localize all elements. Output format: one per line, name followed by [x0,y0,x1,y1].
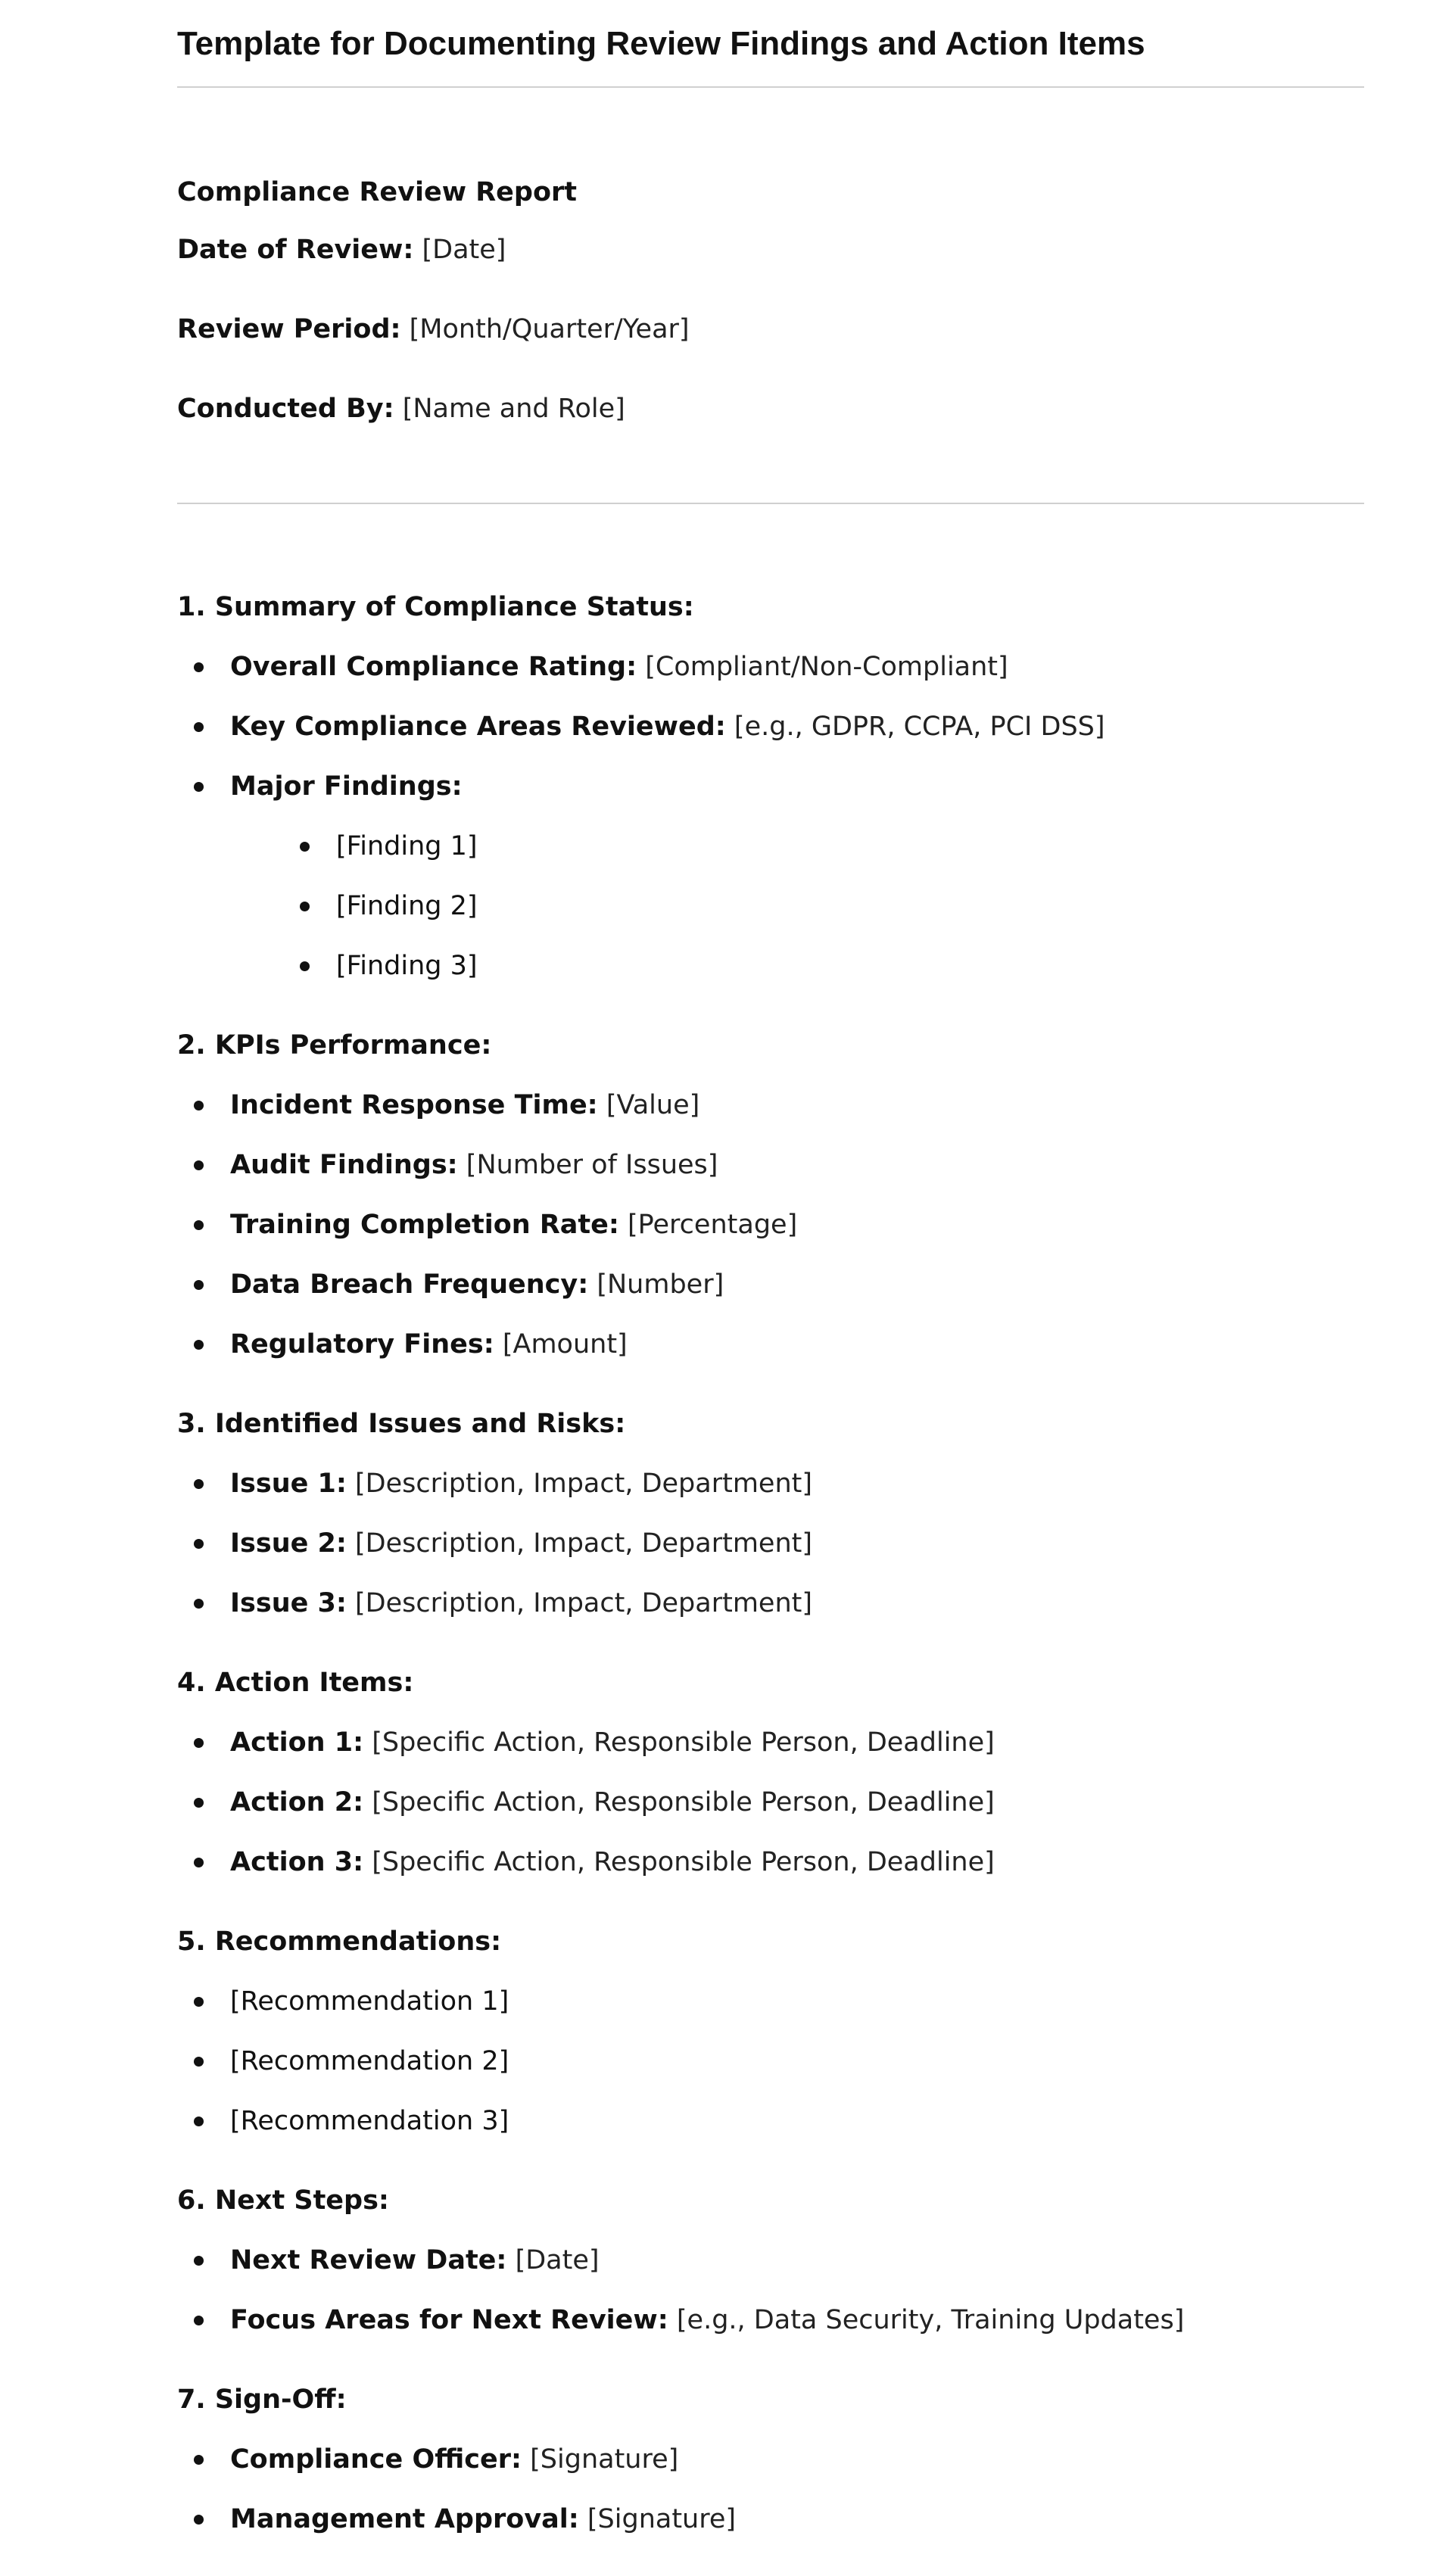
section-title: 5. Recommendations: [177,1927,502,1957]
item-label: Management Approval: [230,2504,579,2534]
document [177,0,1364,2537]
item-value: [Number] [597,1269,724,1300]
field-value: [Date] [422,235,506,265]
list-item: [Recommendation 2] [177,2043,1364,2079]
field-label: Date of Review: [177,235,414,265]
list-item [177,1844,1364,1880]
finding-item: [Finding 2] [230,888,1364,924]
item-value: [Specific Action, Responsible Person, Deadline] [372,1847,995,1877]
section-title: 4. Action Items: [177,1668,414,1698]
item-label: Overall Compliance Rating: [230,652,637,682]
section-recommendations [177,1923,1364,2139]
item-label: Issue 2: [230,1528,347,1559]
section-summary [177,589,1364,984]
field-label: Review Period: [177,314,401,344]
report-field-date [177,232,1364,268]
list-item [177,1585,1364,1621]
item-value: [e.g., Data Security, Training Updates] [676,2305,1185,2335]
item-value: [Description, Impact, Department] [355,1469,813,1499]
report-heading: Compliance Review Report [177,177,577,207]
item-list [177,1724,1364,1880]
item-list [177,649,1364,984]
item-label: Issue 1: [230,1469,347,1499]
report-header [177,88,1364,504]
item-value: [Date] [515,2245,600,2275]
list-item: [Recommendation 3] [177,2103,1364,2139]
section-kpis [177,1027,1364,1363]
finding-item: [Finding 3] [230,948,1364,984]
list-item [177,1087,1364,1123]
list-item [177,1147,1364,1183]
finding-item: [Finding 1] [230,828,1364,864]
item-value: [Signature] [587,2504,737,2534]
list-item [177,1207,1364,1243]
section-issues [177,1406,1364,1621]
section-title: 1. Summary of Compliance Status: [177,592,694,622]
item-value: [Specific Action, Responsible Person, Deadline] [372,1787,995,1818]
item-label: Issue 3: [230,1588,347,1618]
item-label: Focus Areas for Next Review: [230,2305,668,2335]
field-value: [Month/Quarter/Year] [409,314,690,344]
item-value: [Specific Action, Responsible Person, Deadline] [372,1727,995,1758]
item-value: [Amount] [502,1329,628,1360]
item-value: [Value] [606,1090,700,1120]
item-list [177,1087,1364,1363]
list-item [177,2501,1364,2537]
list-item [177,1724,1364,1761]
section-sign-off [177,2381,1364,2537]
list-item [177,1525,1364,1562]
list-item: [Recommendation 1] [177,1983,1364,2020]
item-list [177,2242,1364,2338]
item-value: [Description, Impact, Department] [355,1528,813,1559]
section-title: 3. Identified Issues and Risks: [177,1409,626,1439]
item-value: [Signature] [530,2444,679,2475]
section-action-items [177,1665,1364,1880]
item-label: Action 1: [230,1727,364,1758]
list-item [177,649,1364,685]
list-item [177,2302,1364,2338]
item-label: Action 2: [230,1787,364,1818]
item-value: [Compliant/Non-Compliant] [645,652,1008,682]
field-label: Conducted By: [177,394,394,424]
page-title: Template for Documenting Review Findings and Action Items [177,25,1145,62]
item-list [177,2441,1364,2537]
list-item [177,709,1364,745]
item-list [177,1466,1364,1621]
item-label: Data Breach Frequency: [230,1269,589,1300]
item-label: Major Findings: [230,771,463,802]
list-item [177,1326,1364,1363]
item-value: [Number of Issues] [466,1150,718,1180]
findings-list [230,828,1364,984]
item-label: Regulatory Fines: [230,1329,494,1360]
section-title: 7. Sign-Off: [177,2384,347,2415]
item-value: [e.g., GDPR, CCPA, PCI DSS] [734,712,1105,742]
section-next-steps [177,2182,1364,2338]
report-divider [177,503,1364,504]
section-title: 6. Next Steps: [177,2185,389,2216]
item-value: [Percentage] [628,1210,798,1240]
report-field-conducted-by [177,391,1364,427]
item-label: Action 3: [230,1847,364,1877]
list-item [177,2242,1364,2279]
item-label: Next Review Date: [230,2245,507,2275]
list-item [177,1266,1364,1303]
item-label: Key Compliance Areas Reviewed: [230,712,726,742]
list-item [177,1466,1364,1502]
list-item [177,2441,1364,2478]
item-label: Compliance Officer: [230,2444,522,2475]
item-label: Incident Response Time: [230,1090,598,1120]
list-item [177,1784,1364,1821]
section-title: 2. KPIs Performance: [177,1030,492,1061]
item-label: Training Completion Rate: [230,1210,619,1240]
item-list [177,1983,1364,2139]
list-item [177,768,1364,984]
report-field-period [177,311,1364,347]
item-label: Audit Findings: [230,1150,458,1180]
item-value: [Description, Impact, Department] [355,1588,813,1618]
field-value: [Name and Role] [402,394,625,424]
